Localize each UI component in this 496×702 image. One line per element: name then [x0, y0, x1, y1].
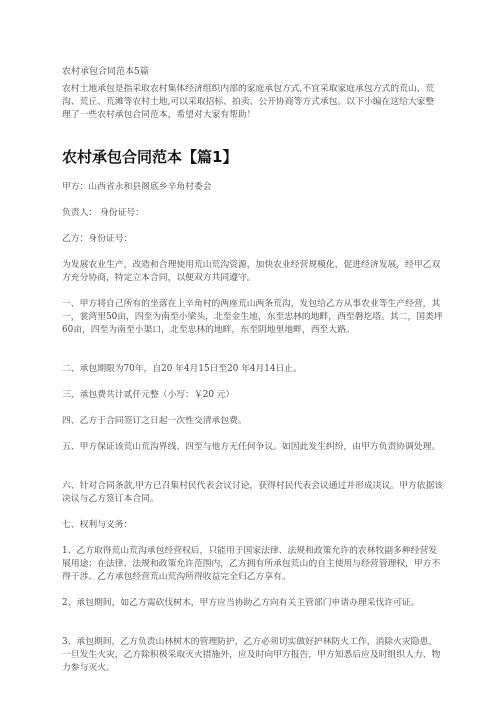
right-3: 3、承包期间，乙方负责山林树木的管理防护，乙方必须切实做好护林防火工作，消除火灾隐患。一旦发生火灾，乙方除积极采取灭火措施外，应及时向甲方报告，甲方知悉后应及时组织人力、物力参与灭火。 [62, 637, 441, 673]
party-a: 甲方：山西省永和县阁底乡辛角村委会 [62, 182, 212, 192]
clause-6: 六、针对合同条款,甲方已召集村民代表会议讨论，获得村民代表会议通过并形成决议。甲方依据该决议与乙方签订本合同。 [62, 481, 444, 504]
clause-3: 三、承包费共计贰仟元整（小写：￥20 元） [62, 390, 235, 400]
representative-line: 负责人： 身份证号： [62, 208, 144, 218]
clause-4: 四、乙方于合同签订之日起一次性交清承包费。 [62, 416, 247, 426]
clause-7: 七、权利与义务： [62, 520, 133, 530]
clause-5: 五、甲方保证该荒山荒沟界线、四至与他方无任何争议。如因此发生纠纷，由甲方负责协调处理。 [62, 442, 441, 452]
right-1: 1、乙方取得荒山荒沟承包经营权后，只能用于国家法律、法规和政策允许的农林牧副多种经营发展用途；在法律、法规和政策允许范围内，乙方拥有所承包荒山的自主使用与经营管理权，甲方不得干涉。乙方承包经营荒山荒沟所得收益完全归乙方享有。 [62, 546, 441, 582]
clause-2: 二、承包期限为70年，自20 年4月15日至20 年4月14日止。 [62, 364, 302, 374]
intro-paragraph: 农村土地承包是指采取农村集体经济组织内部的家庭承包方式,不宜采取家庭承包方式的荒山、荒沟、荒丘、荒滩等农村土地,可以采取招标、拍卖、公开协商等方式承包。以下小编在这给大家整理了一些农村承包合同范本，希望对大家有帮助！ [62, 84, 435, 120]
contract-title: 农村承包合同范本【篇1】 [62, 148, 238, 166]
purpose-paragraph: 为发展农业生产，改造和合理使用荒山荒沟资源，加快农业经营规模化，促进经济发展，经甲乙双方充分协商，特定立本合同，以便双方共同遵守。 [62, 260, 441, 283]
party-b: 乙方：身份证号： [62, 234, 133, 244]
clause-1: 一、甲方将自己所有的坐落在上辛角村的两座荒山两条荒沟，发包给乙方从事农业等生产经营，其一，裳湾里50亩，四至为南至小梁头，北至金生地，东至忠林的地畔，西至磐圪塔。其二，国类坪60亩，四至为南至小渠口，北至忠林的地畔，东至阴地里地畔，西至大路。 [62, 299, 443, 335]
document-label: 农村承包合同范本5篇 [62, 67, 149, 77]
right-2: 2、承包期间，如乙方需砍伐树木，甲方应当协助乙方向有关主管部门申请办理采伐许可证。 [62, 598, 420, 608]
